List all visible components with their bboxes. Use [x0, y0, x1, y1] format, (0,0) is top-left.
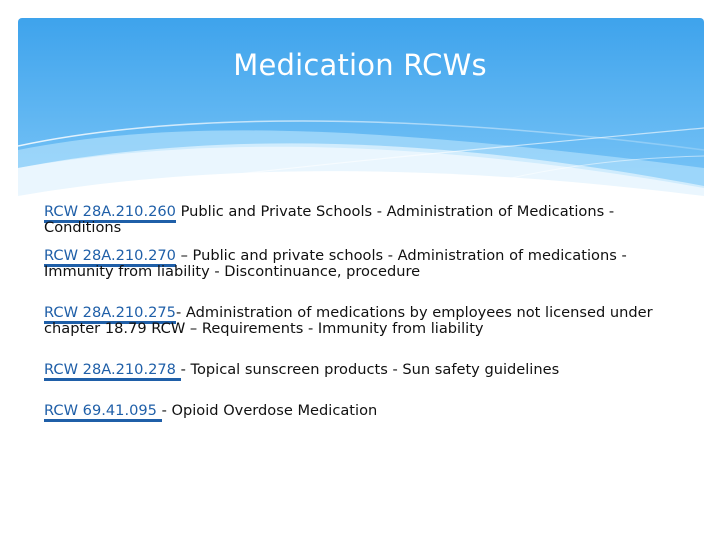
- rcw-link[interactable]: RCW 28A.210.278: [44, 361, 181, 381]
- banner-graphic: [18, 18, 704, 196]
- item-description: - Opioid Overdose Medication: [161, 402, 378, 419]
- rcw-link[interactable]: RCW 28A.210.260: [44, 203, 176, 223]
- list-item: [44, 362, 559, 378]
- list-item: [44, 305, 694, 336]
- item-description: – Public and private schools - Administration of medications - Immunity from liability - Discontinuance, procedure: [44, 247, 627, 280]
- item-description: Public and Private Schools - Administration of Medications - Conditions: [44, 203, 615, 236]
- rcw-link[interactable]: RCW 69.41.095: [44, 402, 162, 422]
- slide-title: Medication RCWs: [233, 48, 487, 82]
- item-description: - Topical sunscreen products - Sun safety guidelines: [180, 361, 560, 378]
- list-item: [44, 248, 694, 279]
- list-item: [44, 204, 694, 235]
- item-description: - Administration of medications by employees not licensed under chapter 18.79 RCW – Requirements - Immunity from liability: [44, 304, 653, 337]
- title-banner: [18, 18, 704, 196]
- rcw-link[interactable]: RCW 28A.210.270: [44, 247, 176, 267]
- rcw-link[interactable]: RCW 28A.210.275: [44, 304, 176, 324]
- list-item: [44, 403, 377, 419]
